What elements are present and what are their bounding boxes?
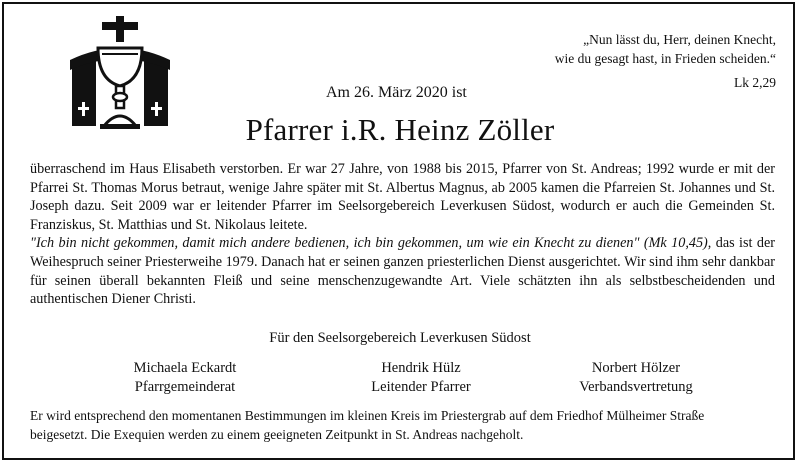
- signatory-role: Leitender Pfarrer: [371, 379, 471, 395]
- deceased-name: Pfarrer i.R. Heinz Zöller: [245, 112, 555, 147]
- body-paragraph-2-rest: , das ist der Weihespruch seiner Priesterweihe 1979. Danach hat er seinen ganzen priesterlichen Dienst ausgerichtet. Wir sind ihm sehr dankbar für seinen überall bekannten Fleiß und seine menschenzugewandte Art. Viele schätzten ihn als selbstbescheidenden und authentischen Diener Christi.: [30, 235, 775, 308]
- body-paragraph-1: überraschend im Haus Elisabeth verstorben. Er war 27 Jahre, von 1988 bis 2015, Pfarrer von St. Andreas; 1992 wurde er mit der Pfarrei St. Thomas Morus betraut, wenige Jahre später mit St. Albertus Magnus, ab 2005 kamen die Pfarreien St. Johannes und St. Joseph dazu. Seit 2009 war er leitender Pfarrer im Seelsorgebereich Leverkusen Südost, wodurch er auch die Gemeinden St. Franziskus, St. Matthias und St. Nikolaus leitete.: [30, 161, 775, 233]
- signatory-name: Michaela Eckardt: [133, 360, 237, 376]
- signatory-role: Pfarrgemeinderat: [134, 379, 236, 395]
- obituary-body: [30, 160, 775, 309]
- signatory-role: Verbandsvertretung: [579, 379, 693, 395]
- signatory: [541, 359, 731, 397]
- body-paragraph-2: [30, 234, 775, 308]
- signatory-name: Hendrik Hülz: [381, 360, 461, 376]
- quote-reference: Lk 2,29: [734, 75, 776, 90]
- burial-notice: [30, 407, 775, 444]
- quote-line-2: wie du gesagt hast, in Frieden scheiden.“: [554, 51, 776, 66]
- signatory: [326, 359, 516, 397]
- burial-notice-line-1: Er wird entsprechend den momentanen Bestimmungen im kleinen Kreis im Priestergrab auf dem Friedhof Mülheimer Straße: [30, 408, 705, 423]
- signatory: [90, 359, 280, 397]
- ordination-motto: "Ich bin nicht gekommen, damit mich andere bedienen, ich bin gekommen, um wie ein Knecht zu dienen" (Mk 10,45): [30, 235, 708, 252]
- bible-quote: [446, 30, 776, 92]
- date-line: Am 26. März 2020 ist: [326, 84, 467, 101]
- on-behalf-line: Für den Seelsorgebereich Leverkusen Südost: [269, 330, 531, 346]
- burial-notice-line-2: beigesetzt. Die Exequien werden zu einem geeigneten Zeitpunkt in St. Andreas nachgeholt.: [30, 426, 524, 442]
- quote-line-1: „Nun lässt du, Herr, deinen Knecht,: [583, 32, 776, 47]
- signatory-name: Norbert Hölzer: [591, 360, 681, 376]
